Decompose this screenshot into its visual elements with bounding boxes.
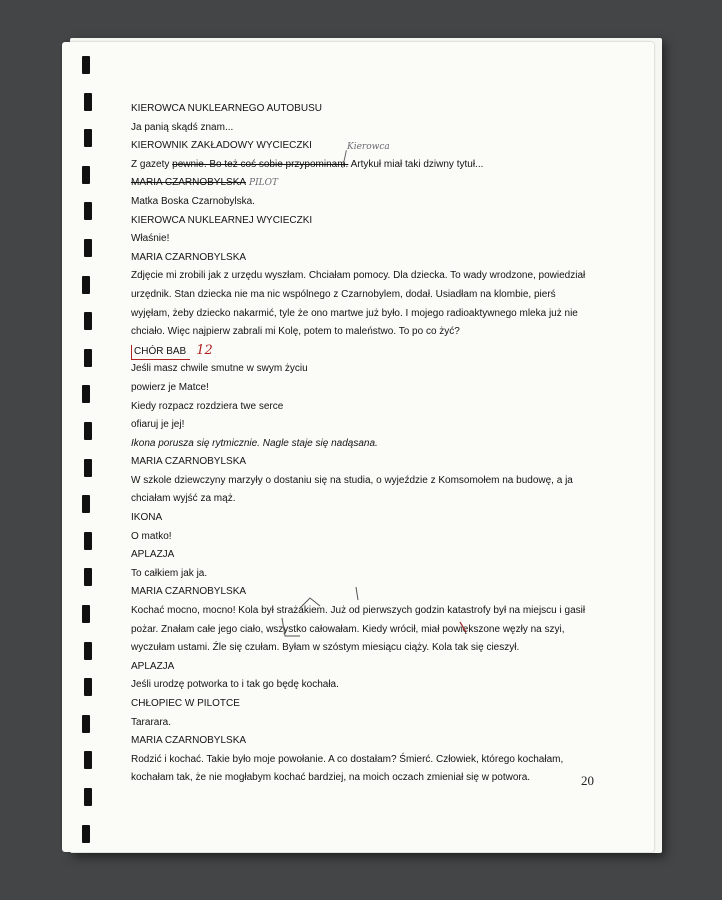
binding-hole	[82, 715, 90, 733]
speaker-name: APLAZJA	[131, 549, 175, 561]
binding-hole	[82, 276, 90, 294]
handwritten-annotation: Kierowca	[347, 142, 390, 152]
binding-hole	[84, 459, 92, 477]
dialogue-line: Matka Boska Czarnobylska.	[131, 195, 255, 207]
speaker-name-line	[131, 342, 591, 361]
dialogue-line: chciałam wyjść za mąż.	[131, 493, 236, 505]
dialogue-line: wyjęłam, żeby dziecko nakarmić, tyle że ono martwe już było. I mojego radioaktywnego mleka już nie	[131, 307, 578, 319]
handwritten-pilot: PILOT	[249, 178, 278, 189]
speaker-name: MARIA CZARNOBYLSKA	[131, 735, 247, 747]
dialogue-line: wyczułam ustami. Źle się czułam. Byłam w szóstym miesiącu ciąży. Kola tak się cieszył.	[131, 642, 520, 654]
dialogue-line: Kiedy rozpacz rozdziera twe serce	[131, 400, 284, 412]
dialogue-line: Jeśli masz chwile smutne w swym życiu	[131, 363, 308, 375]
binding-hole	[84, 422, 92, 440]
dialogue-line: Jeśli urodzę potworka to i tak go będę kochała.	[131, 679, 339, 691]
binding-hole	[82, 166, 90, 184]
dialogue-line: Rodzić i kochać. Takie było moje powołanie. A co dostałam? Śmierć. Człowiek, którego kochałam,	[131, 753, 564, 765]
speaker-name: MARIA CZARNOBYLSKA	[131, 586, 247, 598]
binding-hole	[84, 678, 92, 696]
speaker-name-struck: MARIA CZARNOBYLSKA	[131, 177, 247, 189]
binding-hole	[82, 56, 90, 74]
binding-hole	[84, 349, 92, 367]
binding-hole	[84, 202, 92, 220]
dialogue-line: To całkiem jak ja.	[131, 567, 208, 579]
speaker-name: KIEROWCA NUKLEARNEGO AUTOBUSU	[131, 103, 322, 114]
dialogue-line: W szkole dziewczyny marzyły o dostaniu się na studia, o wyjeździe z Komsomołem na budowę, a ja	[131, 474, 573, 486]
dialogue-line: ofiaruj je jej!	[131, 419, 185, 431]
dialogue-line: powierz je Matce!	[131, 381, 209, 393]
dialogue-line: Zdjęcie mi zrobili jak z urzędu wyszłam. Chciałam pomocy. Dla dziecka. To wady wrodzone, powiedział	[131, 270, 586, 282]
binding-hole	[82, 825, 90, 843]
binding-hole	[84, 568, 92, 586]
speaker-name: APLAZJA	[131, 660, 175, 672]
dialogue-line	[131, 156, 591, 175]
dialogue-text: Artykuł miał taki dziwny tytuł...	[348, 158, 484, 170]
binding-hole	[84, 239, 92, 257]
binding-hole	[84, 312, 92, 330]
binding-hole	[84, 532, 92, 550]
binding-hole	[82, 605, 90, 623]
dialogue-line: Kochać mocno, mocno! Kola był strażakiem. Już od pierwszych godzin katastrofy był na miejscu i gasił	[131, 605, 586, 617]
binding-hole	[82, 495, 90, 513]
dialogue-line: O matko!	[131, 530, 172, 542]
dialogue-line: Tararara.	[131, 716, 172, 728]
binding-hole	[82, 385, 90, 403]
binding-hole	[84, 788, 92, 806]
dialogue-line: kochałam tak, że nie mogłabym kochać bardziej, na moich oczach zmieniał się w potwora.	[131, 772, 531, 784]
handwritten-number: 12	[196, 342, 213, 358]
binding-hole	[84, 93, 92, 111]
speaker-name: KIEROWNIK ZAKŁADOWY WYCIECZKI	[131, 140, 312, 152]
speaker-name: IKONA	[131, 512, 163, 524]
speaker-name: MARIA CZARNOBYLSKA	[131, 251, 247, 263]
script-text	[131, 100, 591, 788]
binding-hole	[84, 642, 92, 660]
speaker-name: KIEROWCA NUKLEARNEJ WYCIECZKI	[131, 214, 313, 226]
dialogue-line: Właśnie!	[131, 233, 170, 245]
dialogue-text: Z gazety	[131, 158, 173, 170]
page-number: 20	[581, 773, 594, 788]
speaker-name: MARIA CZARNOBYLSKA	[131, 456, 247, 468]
binding-hole	[84, 751, 92, 769]
struck-text: pewnie. Bo też coś sobie przypominam.	[172, 158, 349, 170]
dialogue-line: Ja panią skądś znam...	[131, 121, 234, 133]
stage-direction: Ikona porusza się rytmicznie. Nagle staje się nadąsana.	[131, 437, 378, 449]
binding-hole	[84, 129, 92, 147]
dialogue-line: chciało. Więc najpierw zabrali mi Kolę, potem to maleństwo. To po co żyć?	[131, 326, 460, 338]
boxed-speaker-name: CHÓR BAB	[131, 345, 190, 360]
speaker-name: CHŁOPIEC W PILOTCE	[131, 698, 240, 709]
speaker-name-line	[131, 174, 591, 193]
dialogue-line: pożar. Znałam całe jego ciało, wszystko całowałam. Kiedy wrócił, miał powiększone węzły na szyi,	[131, 623, 565, 635]
dialogue-line: urzędnik. Stan dziecka nie ma nic wspólnego z Czarnobylem, dodał. Usiadłam na klombie, pierś	[131, 288, 556, 300]
